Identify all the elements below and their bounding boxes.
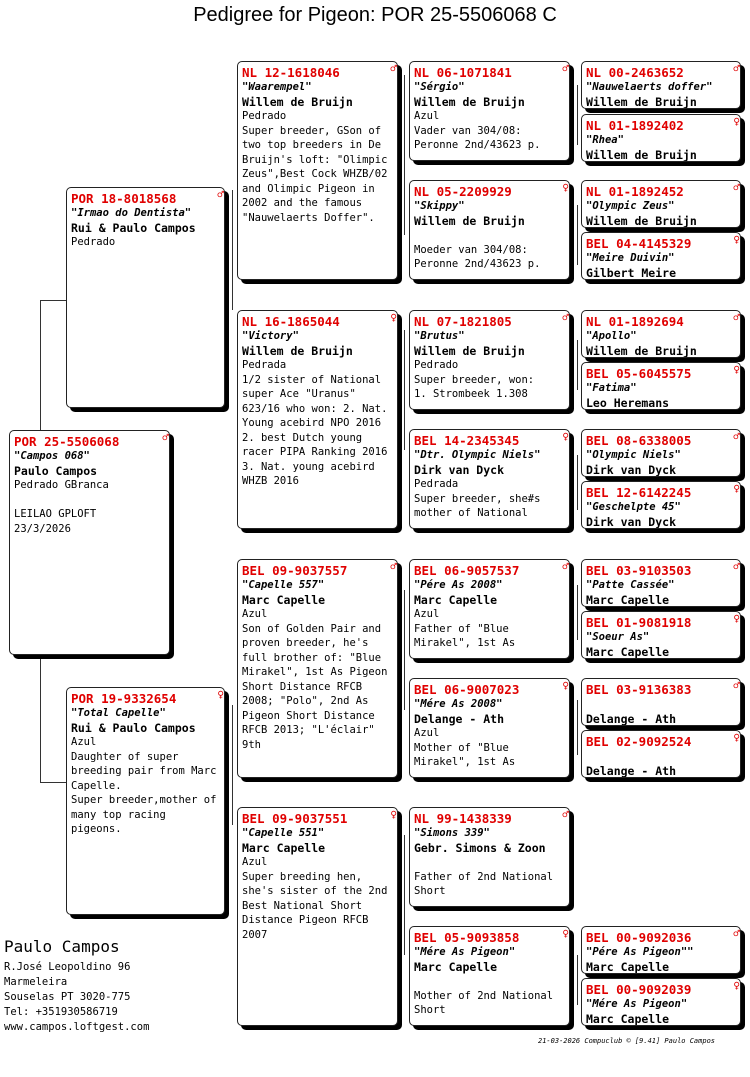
connector-line [404,75,405,235]
bird-owner: Rui & Paulo Campos [71,720,196,735]
bird-notes: Moeder van 304/08: Peronne 2nd/43623 p. [414,243,541,270]
bird-owner: Delange - Ath [586,763,677,778]
bird-card-g4[interactable] [581,232,741,280]
bird-notes: Pedrada 1/2 sister of National super Ace "Uranus" 623/16 who won: 2. Nat. Young acebird NPO 2016 2. best Dutch young racer PIPA Ranking 2016 3. Nat. young acebird WHZB 2016 [242,359,388,487]
ring-number: BEL 12-6142245 [586,485,692,500]
sex-symbol: ♀ [562,927,569,940]
ring-number: POR 18-8018568 [71,191,177,206]
bird-owner: Paulo Campos [14,463,98,478]
bird-notes: Azul Son of Golden Pair and proven breeder, he's full brother of: "Blue Mirakel", 1st As Pigeon Short Distance RFCB 2008; "Polo", 2nd As Pigeon Short Distance RFCB 2013; "L'éclair" 9th [242,608,388,751]
sex-symbol: ♂ [162,431,169,444]
connector-line [40,300,66,301]
sex-symbol: ♂ [733,181,740,194]
sex-symbol: ♀ [733,482,740,495]
bird-notes: Pedrado Super breeder, won: 1. Strombeek 1.308 [414,359,535,400]
bird-card-dds[interactable] [409,807,570,907]
sex-symbol: ♂ [562,808,569,821]
ring-number: NL 00-2463652 [586,65,684,80]
sex-symbol: ♂ [562,62,569,75]
connector-line [404,590,405,710]
bird-owner: Willem de Bruijn [586,343,697,358]
bird-notes: Pedrada Super breeder, she#s mother of National [414,478,541,519]
sex-symbol: ♀ [562,679,569,692]
bird-name: "Simons 339" [414,827,490,839]
sex-symbol: ♀ [733,115,740,128]
bird-card-sd[interactable] [237,310,398,529]
bird-owner: Dirk van Dyck [586,514,677,529]
bird-owner: Marc Capelle [414,592,498,607]
bird-notes: Pedrado [71,236,116,248]
bird-owner: Willem de Bruijn [242,94,353,109]
ring-number: POR 25-5506068 [14,434,120,449]
bird-name: "Waarempel" [242,81,312,93]
bird-card-g8[interactable] [581,481,741,529]
connector-line [577,955,578,1005]
bird-name: "Mére As 2008" [414,698,503,710]
bird-name: "Olympic Niels" [586,449,681,461]
ring-number: BEL 06-9057537 [414,563,520,578]
bird-name: "Skippy" [414,200,465,212]
bird-card-dsd[interactable] [409,678,570,778]
bird-card-subject[interactable] [9,430,170,655]
bird-name: "Soeur As" [586,631,650,643]
bird-name [586,749,736,764]
bird-owner: Marc Capelle [586,592,670,607]
sex-symbol: ♀ [733,612,740,625]
bird-card-ds[interactable] [237,559,398,778]
bird-owner: Willem de Bruijn [586,94,697,109]
bird-owner: Gebr. Simons & Zoon [414,840,546,855]
ring-number: BEL 09-9037551 [242,811,348,826]
ring-number: BEL 14-2345345 [414,433,520,448]
ring-number: NL 07-1821805 [414,314,512,329]
bird-notes: Father of 2nd National Short [414,870,554,897]
ring-number: POR 19-9332654 [71,691,177,706]
ring-number: BEL 00-9092036 [586,930,692,945]
sex-symbol: ♀ [390,311,397,324]
ring-number: BEL 00-9092039 [586,982,692,997]
ring-number: BEL 03-9103503 [586,563,692,578]
bird-owner: Marc Capelle [414,959,498,974]
bird-notes: Azul Vader van 304/08: Peronne 2nd/43623 p. [414,110,541,151]
bird-card-g3[interactable] [581,180,741,228]
bird-owner: Willem de Bruijn [414,343,525,358]
bird-card-g6[interactable] [581,362,741,410]
bird-notes: Pedrado Super breeder, GSon of two top breeders in De Bruijn's loft: "Olimpic Zeus",Best Cock WHZB/02 and Olimpic Pigeon in 2002 and the famous "Nauwelaerts Doffer". [242,110,388,224]
ring-number: NL 05-2209929 [414,184,512,199]
bird-card-ss[interactable] [237,61,398,280]
bird-card-g16[interactable] [581,978,741,1026]
bird-owner: Leo Heremans [586,395,670,410]
bird-name: "Pére As 2008" [414,579,503,591]
sex-symbol: ♂ [562,560,569,573]
bird-owner: Willem de Bruijn [586,147,697,162]
sex-symbol: ♀ [217,688,224,701]
sex-symbol: ♀ [733,979,740,992]
bird-notes: Mother of 2nd National Short [414,989,554,1016]
bird-owner: Marc Capelle [242,592,326,607]
sex-symbol: ♀ [733,363,740,376]
bird-name: "Apollo" [586,330,637,342]
connector-line [577,455,578,510]
ring-number: BEL 01-9081918 [586,615,692,630]
sex-symbol: ♂ [733,62,740,75]
bird-card-g7[interactable] [581,429,741,477]
ring-number: BEL 02-9092524 [586,734,692,749]
ring-number: BEL 05-6045575 [586,366,692,381]
bird-name: "Mére As Pigeon" [414,946,516,958]
ring-number: NL 99-1438339 [414,811,512,826]
ring-number: BEL 04-4145329 [586,236,692,251]
ring-number: NL 01-1892402 [586,118,684,133]
bird-card-sds[interactable] [409,310,570,410]
bird-card-ddd[interactable] [409,926,570,1026]
bird-name: "Campos 068" [14,450,90,462]
bird-name: "Pére As Pigeon"" [586,946,694,958]
bird-card-dam[interactable] [66,687,225,915]
bird-owner: Marc Capelle [242,840,326,855]
bird-name: "Victory" [242,330,299,342]
bird-name: "Nauwelaerts doffer" [586,81,713,93]
bird-name: "Rhea" [586,134,624,146]
connector-line [40,300,41,430]
sex-symbol: ♀ [733,731,740,744]
ring-number: NL 16-1865044 [242,314,340,329]
bird-name: "Olympic Zeus" [586,200,675,212]
connector-line [404,835,405,955]
bird-name: "Dtr. Olympic Niels" [414,449,541,461]
bird-card-sss[interactable] [409,61,570,161]
bird-card-dss[interactable] [409,559,570,659]
bird-name: "Geschelpte 45" [586,501,681,513]
connector-line [577,205,578,265]
connector-line [577,340,578,390]
bird-name: "Sérgio" [414,81,465,93]
bird-name: "Mére As Pigeon" [586,998,688,1010]
bird-owner: Gilbert Meire [586,265,677,280]
bird-card-sire[interactable] [66,187,225,408]
sex-symbol: ♂ [733,430,740,443]
bird-card-g9[interactable] [581,559,741,607]
connector-line [232,705,233,825]
bird-card-ssd[interactable] [409,180,570,280]
sex-symbol: ♀ [562,430,569,443]
bird-card-g2[interactable] [581,114,741,162]
bird-card-g12[interactable] [581,730,741,778]
bird-owner: Marc Capelle [586,1011,670,1026]
ring-number: BEL 03-9136383 [586,682,692,697]
bird-owner: Willem de Bruijn [414,213,525,228]
print-info: 21-03-2026 Compuclub © [9.41] Paulo Campos [538,1037,716,1045]
bird-notes: Azul Father of "Blue Mirakel", 1st As [414,608,516,649]
bird-owner: Delange - Ath [586,711,677,726]
sex-symbol: ♂ [562,311,569,324]
bird-owner: Marc Capelle [586,959,670,974]
sex-symbol: ♂ [733,311,740,324]
bird-name: "Capelle 551" [242,827,325,839]
connector-line [577,700,578,755]
connector-line [577,85,578,145]
bird-notes: Pedrado GBranca LEILAO GPLOFT 23/3/2026 [14,479,109,535]
bird-owner: Dirk van Dyck [414,462,505,477]
sex-symbol: ♀ [733,233,740,246]
bird-notes: Azul Mother of "Blue Mirakel", 1st As [414,727,516,768]
ring-number: BEL 06-9007023 [414,682,520,697]
bird-owner: Willem de Bruijn [414,94,525,109]
bird-card-sdd[interactable] [409,429,570,529]
page-title: Pedigree for Pigeon: POR 25-5506068 C [193,4,557,26]
bird-owner: Dirk van Dyck [586,462,677,477]
sex-symbol: ♂ [733,560,740,573]
bird-name: "Fatima" [586,382,637,394]
bird-name: "Meire Duivin" [586,252,675,264]
connector-line [40,655,41,782]
breeder-name: Paulo Campos [4,937,120,956]
ring-number: NL 12-1618046 [242,65,340,80]
sex-symbol: ♂ [390,62,397,75]
bird-name [586,697,736,712]
bird-owner: Willem de Bruijn [242,343,353,358]
ring-number: NL 06-1071841 [414,65,512,80]
bird-card-g11[interactable] [581,678,741,726]
sex-symbol: ♀ [562,181,569,194]
connector-line [404,330,405,450]
bird-card-g5[interactable] [581,310,741,358]
bird-name: "Total Capelle" [71,707,166,719]
bird-name: "Irmao do Dentista" [71,207,192,219]
connector-line [40,782,66,783]
bird-card-g1[interactable] [581,61,741,109]
connector-line [577,585,578,640]
bird-owner: Rui & Paulo Campos [71,220,196,235]
ring-number: NL 01-1892694 [586,314,684,329]
sex-symbol: ♂ [217,188,224,201]
bird-owner: Willem de Bruijn [586,213,697,228]
bird-notes: Azul Daughter of super breeding pair from Marc Capelle. Super breeder,mother of many top racing pigeons. [71,736,217,835]
sex-symbol: ♂ [733,679,740,692]
ring-number: BEL 05-9093858 [414,930,520,945]
bird-notes: Azul Super breeding hen, she's sister of the 2nd Best National Short Distance Pigeon RFCB 2007 [242,856,388,941]
bird-owner: Delange - Ath [414,711,505,726]
sex-symbol: ♀ [390,808,397,821]
bird-card-dd[interactable] [237,807,398,1026]
bird-card-g10[interactable] [581,611,741,659]
bird-owner: Marc Capelle [586,644,670,659]
breeder-address: R.José Leopoldino 96 Marmeleira Souselas PT 3020-775 Tel: +351930586719 www.campos.loftgest.com [4,961,150,1033]
bird-name: "Brutus" [414,330,465,342]
sex-symbol: ♂ [733,927,740,940]
ring-number: BEL 08-6338005 [586,433,692,448]
connector-line [232,190,233,310]
bird-name: "Patte Cassée" [586,579,675,591]
ring-number: NL 01-1892452 [586,184,684,199]
sex-symbol: ♂ [390,560,397,573]
ring-number: BEL 09-9037557 [242,563,348,578]
bird-name: "Capelle 557" [242,579,325,591]
bird-card-g15[interactable] [581,926,741,974]
